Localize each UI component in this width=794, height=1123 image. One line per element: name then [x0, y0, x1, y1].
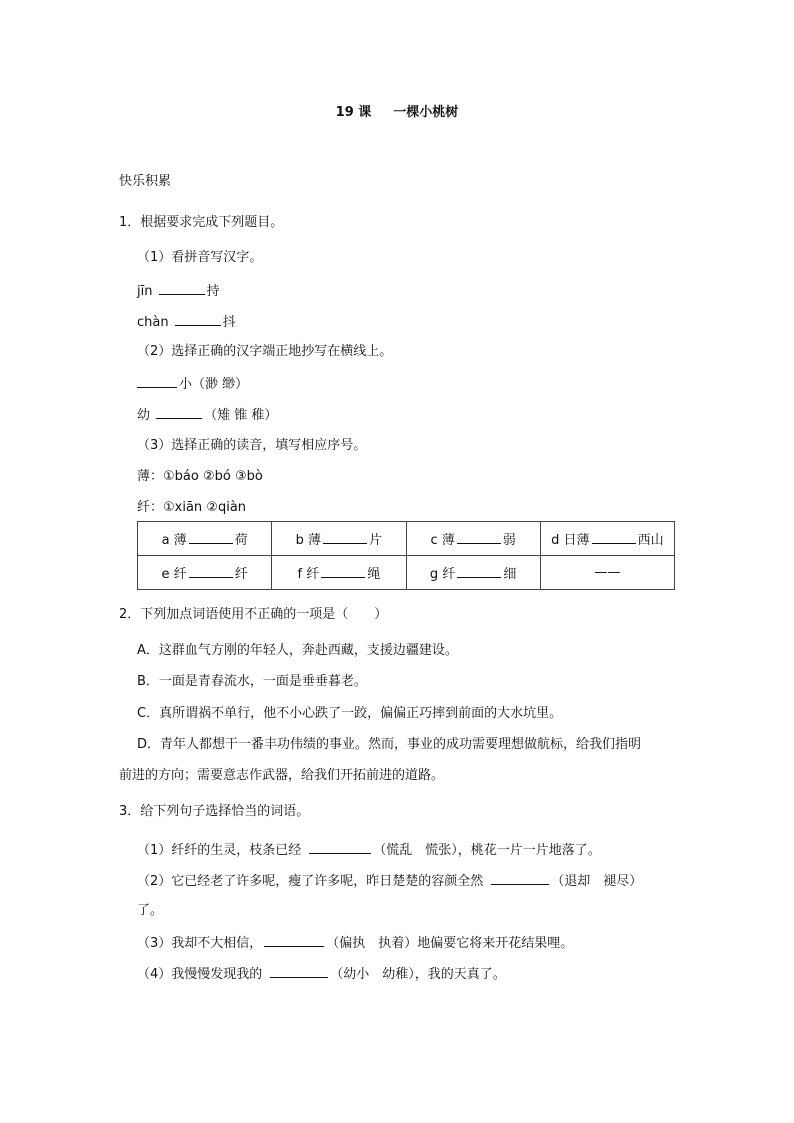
q1-part2-item-a: [137, 374, 248, 394]
table-cell: d 日薄 西山: [540, 522, 674, 556]
table-cell: e 纤 纤: [138, 556, 272, 590]
answer-blank[interactable]: [156, 405, 202, 419]
q1-part2-item-b: [137, 405, 277, 425]
answer-blank[interactable]: [457, 564, 501, 578]
table-row: [138, 556, 675, 590]
q3-sentence-1: （1）纤纤的生灵，枝条已经 （慌乱 慌张），桃花一片一片地落了。: [137, 840, 601, 860]
answer-blank[interactable]: [189, 530, 233, 544]
pronunciation-options-xian: 纤：①xiān ②qiàn: [137, 500, 247, 515]
table-cell: f 纤 绳: [272, 556, 406, 590]
table-cell: c 薄 弱: [406, 522, 540, 556]
answer-blank[interactable]: [189, 564, 233, 578]
q1-stem: 1．根据要求完成下列题目。: [119, 215, 284, 230]
q2-option-d-continued: 前进的方向；需要意志作武器，给我们开拓前进的道路。: [119, 768, 445, 783]
answer-blank[interactable]: [323, 530, 367, 544]
q1-part1-item-a: [137, 281, 220, 301]
table-cell: a 薄 荷: [138, 522, 272, 556]
q2-option-c[interactable]: C．真所谓祸不单行，他不小心跌了一跤，偏偏正巧摔到前面的大水坑里。: [137, 706, 563, 721]
table-row: [138, 522, 675, 556]
answer-blank[interactable]: [264, 933, 324, 947]
q3-sentence-2-continued: 了。: [137, 903, 164, 918]
suffix-text: 持: [206, 284, 220, 299]
q1-part3: （3）选择正确的读音，填写相应序号。: [137, 438, 367, 453]
table-cell: g 纤 细: [406, 556, 540, 590]
q3-sentence-3: （3）我却不大相信， （偏执 执着）地偏要它将来开花结果哩。: [137, 933, 573, 953]
q2-option-d[interactable]: D．青年人都想干一番丰功伟绩的事业。然而，事业的成功需要理想做航标，给我们指明: [137, 737, 642, 752]
q1-part1: （1）看拼音写汉字。: [137, 250, 263, 265]
suffix-text: （雉 锥 稚）: [204, 408, 278, 423]
answer-blank[interactable]: [321, 564, 365, 578]
lesson-number: 19 课: [335, 105, 372, 120]
table-cell: ——: [540, 556, 674, 590]
answer-blank[interactable]: [491, 871, 549, 885]
pinyin-label: chàn: [137, 315, 169, 330]
q2-option-b[interactable]: B．一面是青春流水，一面是垂垂暮老。: [137, 674, 367, 689]
answer-blank[interactable]: [592, 530, 636, 544]
section-heading: 快乐积累: [119, 174, 172, 189]
q3-stem: 3．给下列句子选择恰当的词语。: [119, 804, 310, 819]
suffix-text: 抖: [222, 315, 236, 330]
q3-sentence-2: （2）它已经老了许多呢，瘦了许多呢，昨日楚楚的容颜全然 （退却 褪尽）: [137, 871, 642, 891]
pinyin-label: jīn: [137, 284, 153, 299]
lesson-name: 一棵小桃树: [393, 105, 459, 120]
pronunciation-options-bao: 薄：①báo ②bó ③bò: [137, 469, 263, 484]
q2-stem: 2．下列加点词语使用不正确的一项是（ ）: [119, 607, 388, 622]
suffix-text: 小（渺 缈）: [179, 377, 249, 392]
answer-blank[interactable]: [309, 840, 371, 854]
q3-sentence-4: （4）我慢慢发现我的 （幼小 幼稚），我的天真了。: [137, 964, 506, 984]
q1-part1-item-b: [137, 312, 236, 332]
q1-part2: （2）选择正确的汉字端正地抄写在横线上。: [137, 344, 393, 359]
answer-blank[interactable]: [457, 530, 501, 544]
answer-blank[interactable]: [175, 312, 221, 326]
answer-blank[interactable]: [159, 281, 205, 295]
prefix-text: 幼: [137, 408, 151, 423]
answer-blank[interactable]: [270, 964, 328, 978]
page-title: [0, 104, 794, 122]
pronunciation-table: [137, 521, 675, 590]
answer-blank[interactable]: [137, 374, 177, 388]
q2-option-a[interactable]: A．这群血气方刚的年轻人，奔赴西藏，支援边疆建设。: [137, 643, 458, 658]
table-cell: b 薄 片: [272, 522, 406, 556]
